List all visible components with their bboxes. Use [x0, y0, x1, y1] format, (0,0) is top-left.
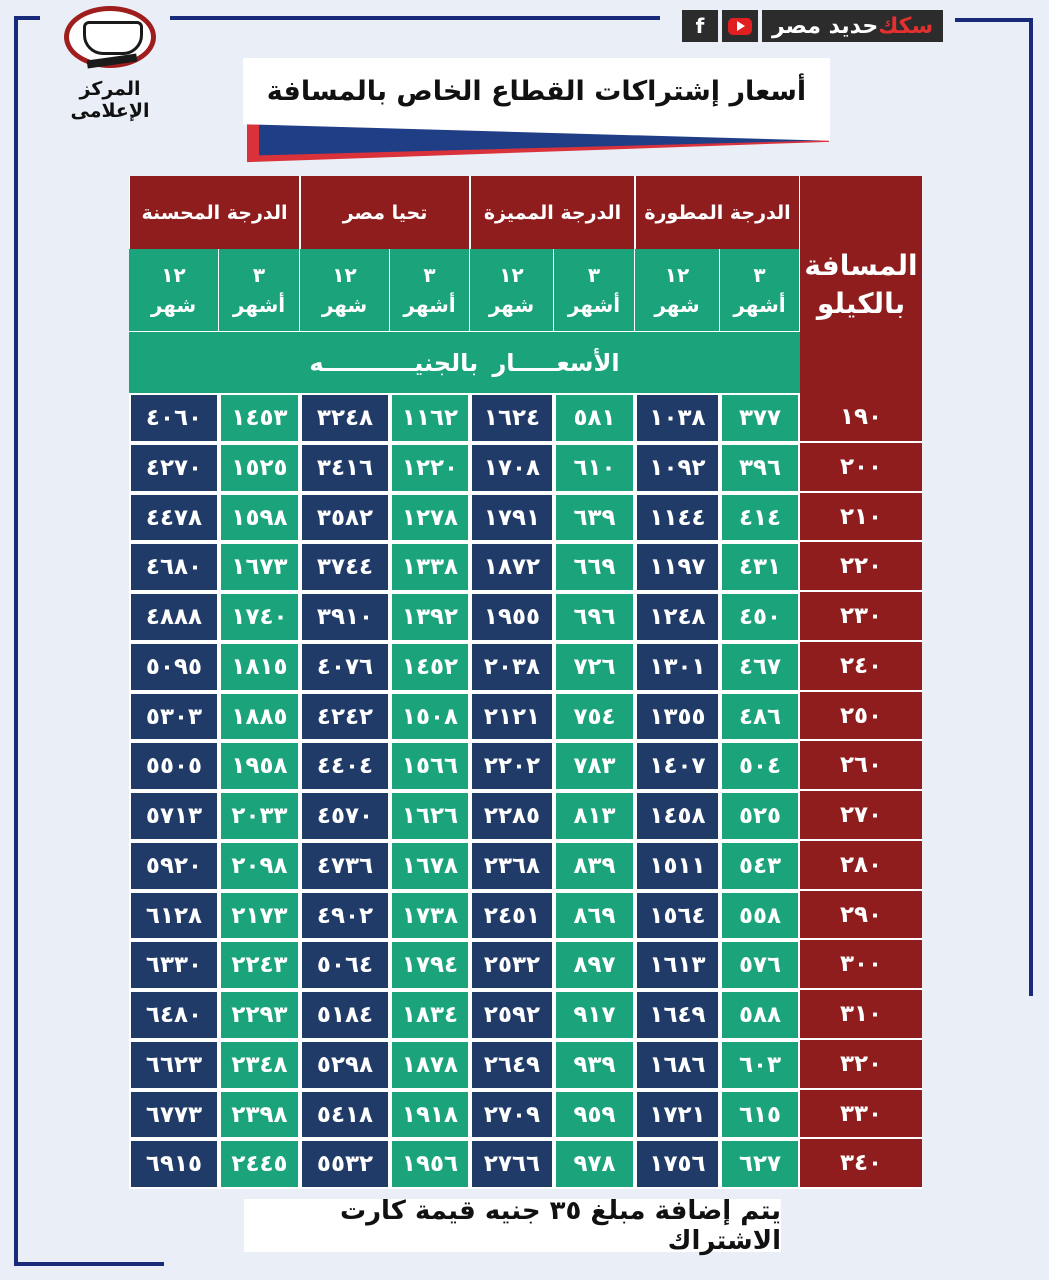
- railways-logo: [40, 6, 180, 122]
- card-fee-note: يتم إضافة مبلغ ٣٥ جنيه قيمة كارت الاشتراك: [244, 1199, 781, 1252]
- distance-cell: ٢٧٠: [800, 791, 922, 841]
- price-cell: ٤٢٤٢: [300, 692, 390, 741]
- price-cell: ٩١٧: [554, 990, 635, 1040]
- price-cell: ٨٩٧: [554, 940, 635, 990]
- price-cell: ٣٩١٠: [300, 592, 390, 642]
- price-cell: ١٩١٨: [390, 1090, 470, 1139]
- price-cell: ١١٦٢: [390, 393, 470, 443]
- price-cell: ٦٧٧٣: [129, 1090, 219, 1139]
- frame-bottom: [14, 1262, 164, 1266]
- price-cell: ٩٧٨: [554, 1139, 635, 1189]
- price-cell: ١٥٠٨: [390, 692, 470, 741]
- price-cell: ١٨٧٢: [470, 542, 554, 592]
- distance-cell: ٣٣٠: [800, 1090, 922, 1139]
- price-cell: ١٤٥٨: [635, 791, 720, 841]
- period-header: [554, 249, 635, 331]
- price-cell: ١٦٨٦: [635, 1040, 720, 1090]
- price-cell: ١٨٧٨: [390, 1040, 470, 1090]
- price-cell: ٥٩٢٠: [129, 841, 219, 891]
- price-cell: ٦٤٨٠: [129, 990, 219, 1040]
- brand-strip: [682, 10, 943, 42]
- price-cell: ١٨٨٥: [219, 692, 300, 741]
- price-cell: ٤٨٦: [720, 692, 800, 741]
- price-cell: ٤٦٧: [720, 642, 800, 692]
- period-unit: أشهر: [733, 293, 786, 317]
- period-number: ١٢: [332, 263, 357, 287]
- period-number: ٣: [423, 263, 436, 287]
- period-number: ١٢: [664, 263, 690, 287]
- price-cell: ١٧٣٨: [390, 891, 470, 940]
- price-cell: ١٥٦٤: [635, 891, 720, 940]
- price-cell: ٥٧١٣: [129, 791, 219, 841]
- period-header: [470, 249, 554, 331]
- price-cell: ٦٦٢٣: [129, 1040, 219, 1090]
- frame-top-right: [955, 18, 1033, 22]
- distance-cell: ٢٦٠: [800, 741, 922, 791]
- price-cell: ٢٢٨٥: [470, 791, 554, 841]
- price-cell: ٥٥٣٢: [300, 1139, 390, 1189]
- prices-label: الأسعـــــار بالجنيـــــــــــه: [129, 331, 800, 393]
- class-header-distinguished: الدرجة المميزة: [470, 176, 635, 249]
- price-cell: ١٣٣٨: [390, 542, 470, 592]
- price-cell: ١٨١٥: [219, 642, 300, 692]
- price-cell: ٦٩٦: [554, 592, 635, 642]
- price-cell: ١٧٤٠: [219, 592, 300, 642]
- price-cell: ٢٣٦٨: [470, 841, 554, 891]
- distance-cell: ١٩٠: [800, 393, 922, 443]
- period-unit: شهر: [150, 293, 197, 317]
- price-cell: ٥٠٩٥: [129, 642, 219, 692]
- price-cell: ٥٢٥: [720, 791, 800, 841]
- class-header-improved: الدرجة المحسنة: [129, 176, 300, 249]
- price-cell: ١٩٥٦: [390, 1139, 470, 1189]
- price-cell: ٤٠٧٦: [300, 642, 390, 692]
- price-cell: ٥٣٠٣: [129, 692, 219, 741]
- price-cell: ٦٢٧: [720, 1139, 800, 1189]
- media-center-caption: المركز الإعلامى: [70, 78, 150, 122]
- period-number: ٣: [252, 263, 266, 287]
- price-cell: ٤٧٣٦: [300, 841, 390, 891]
- price-cell: ١٧٢١: [635, 1090, 720, 1139]
- price-cell: ١٧٩٤: [390, 940, 470, 990]
- frame-top-mid: [170, 16, 660, 20]
- price-cell: ٩٥٩: [554, 1090, 635, 1139]
- price-cell: ٧٢٦: [554, 642, 635, 692]
- price-cell: ٤٩٠٢: [300, 891, 390, 940]
- brand-name: [762, 10, 943, 42]
- price-cell: ٢٣٤٨: [219, 1040, 300, 1090]
- price-cell: ١٠٩٢: [635, 443, 720, 493]
- price-cell: ١٣٠١: [635, 642, 720, 692]
- price-cell: ١٥٩٨: [219, 493, 300, 542]
- price-cell: ٢٧٠٩: [470, 1090, 554, 1139]
- brand-name-rest: حديد مصر: [772, 13, 879, 39]
- price-cell: ٥٠٦٤: [300, 940, 390, 990]
- price-cell: ١٢٤٨: [635, 592, 720, 642]
- period-unit: أشهر: [403, 293, 456, 317]
- price-cell: ٢٦٤٩: [470, 1040, 554, 1090]
- price-cell: ٢٢٤٣: [219, 940, 300, 990]
- distance-cell: ٣١٠: [800, 990, 922, 1040]
- price-cell: ٦٩١٥: [129, 1139, 219, 1189]
- price-cell: ٢٥٣٢: [470, 940, 554, 990]
- price-cell: ٢٢٠٢: [470, 741, 554, 791]
- period-unit: شهر: [654, 293, 700, 317]
- price-cell: ٢٠٩٨: [219, 841, 300, 891]
- period-number: ١٢: [161, 263, 186, 287]
- price-cell: ٣٧٧: [720, 393, 800, 443]
- price-cell: ٨٣٩: [554, 841, 635, 891]
- price-cell: ١٦٢٦: [390, 791, 470, 841]
- price-cell: ٥٤١٨: [300, 1090, 390, 1139]
- price-cell: ١٤٥٣: [219, 393, 300, 443]
- period-header: [720, 249, 800, 331]
- price-cell: ١٣٥٥: [635, 692, 720, 741]
- price-cell: ١٧٥٦: [635, 1139, 720, 1189]
- price-cell: ١٣٩٢: [390, 592, 470, 642]
- price-cell: ٢٠٣٣: [219, 791, 300, 841]
- price-cell: ١٦٤٩: [635, 990, 720, 1040]
- price-cell: ٥٧٦: [720, 940, 800, 990]
- distance-cell: ٢٩٠: [800, 891, 922, 940]
- price-cell: ٥٨١: [554, 393, 635, 443]
- frame-left: [14, 16, 18, 1266]
- price-cell: ٢٥٩٢: [470, 990, 554, 1040]
- period-number: ٣: [753, 263, 766, 287]
- price-cell: ٢١٧٣: [219, 891, 300, 940]
- price-cell: ٤٤٧٨: [129, 493, 219, 542]
- distance-cell: ٢٢٠: [800, 542, 922, 592]
- period-header: [300, 249, 390, 331]
- price-cell: ٣٢٤٨: [300, 393, 390, 443]
- price-cell: ١٩٥٥: [470, 592, 554, 642]
- price-cell: ٨١٣: [554, 791, 635, 841]
- price-cell: ٢٢٩٣: [219, 990, 300, 1040]
- price-cell: ٥٥٨: [720, 891, 800, 940]
- price-cell: ١٧٠٨: [470, 443, 554, 493]
- distance-cell: ٣٠٠: [800, 940, 922, 990]
- page-title: أسعار إشتراكات القطاع الخاص بالمسافة: [266, 76, 807, 107]
- distance-header: المسافة بالكيلو: [800, 176, 922, 393]
- period-header: [635, 249, 720, 331]
- youtube-icon[interactable]: [722, 10, 758, 42]
- price-cell: ٥٤٣: [720, 841, 800, 891]
- price-cell: ١٥٢٥: [219, 443, 300, 493]
- price-cell: ١٤٥٢: [390, 642, 470, 692]
- period-number: ١٢: [499, 263, 524, 287]
- price-cell: ٤٥٠: [720, 592, 800, 642]
- distance-cell: ٣٢٠: [800, 1040, 922, 1090]
- price-cell: ١٦٢٤: [470, 393, 554, 443]
- price-cell: ٦٦٩: [554, 542, 635, 592]
- price-cell: ٤٥٧٠: [300, 791, 390, 841]
- frame-right: [1029, 18, 1033, 996]
- price-cell: ٢٧٦٦: [470, 1139, 554, 1189]
- price-cell: ٦٠٣: [720, 1040, 800, 1090]
- price-cell: ٢١٢١: [470, 692, 554, 741]
- distance-cell: ٣٤٠: [800, 1139, 922, 1189]
- price-cell: ٦٣٣٠: [129, 940, 219, 990]
- price-cell: ٤٣١: [720, 542, 800, 592]
- price-cell: ٦١٥: [720, 1090, 800, 1139]
- price-cell: ١٦١٣: [635, 940, 720, 990]
- price-cell: ٩٣٩: [554, 1040, 635, 1090]
- price-cell: ٤٢٧٠: [129, 443, 219, 493]
- price-cell: ١٢٢٠: [390, 443, 470, 493]
- period-header: [129, 249, 219, 331]
- price-cell: ١٦٧٣: [219, 542, 300, 592]
- distance-cell: ٢٣٠: [800, 592, 922, 642]
- price-cell: ٦١٢٨: [129, 891, 219, 940]
- price-cell: ١٧٩١: [470, 493, 554, 542]
- price-cell: ٥١٨٤: [300, 990, 390, 1040]
- period-unit: أشهر: [567, 293, 621, 317]
- price-cell: ٢٤٤٥: [219, 1139, 300, 1189]
- price-cell: ١٥١١: [635, 841, 720, 891]
- prices-table: [129, 176, 922, 1189]
- period-unit: شهر: [488, 293, 535, 317]
- price-cell: ٧٨٣: [554, 741, 635, 791]
- distance-cell: ٢٥٠: [800, 692, 922, 741]
- class-header-modern: الدرجة المطورة: [635, 176, 800, 249]
- title-banner: [243, 58, 830, 162]
- price-cell: ٥٠٤: [720, 741, 800, 791]
- brand-name-accent: سكك: [878, 13, 934, 39]
- price-cell: ٤٤٠٤: [300, 741, 390, 791]
- price-cell: ٥٢٩٨: [300, 1040, 390, 1090]
- price-cell: ٢٤٥١: [470, 891, 554, 940]
- facebook-icon[interactable]: f: [682, 10, 718, 42]
- price-cell: ٨٦٩: [554, 891, 635, 940]
- period-unit: أشهر: [232, 293, 286, 317]
- period-header: [390, 249, 470, 331]
- price-cell: ١٦٧٨: [390, 841, 470, 891]
- price-cell: ٤٨٨٨: [129, 592, 219, 642]
- price-cell: ٤١٤: [720, 493, 800, 542]
- railways-seal-icon: [64, 6, 156, 68]
- price-cell: ١٢٧٨: [390, 493, 470, 542]
- price-cell: ١٥٦٦: [390, 741, 470, 791]
- period-number: ٣: [587, 263, 601, 287]
- price-cell: ١٨٣٤: [390, 990, 470, 1040]
- distance-cell: ٢٨٠: [800, 841, 922, 891]
- price-cell: ٣٤١٦: [300, 443, 390, 493]
- price-cell: ١٠٣٨: [635, 393, 720, 443]
- price-cell: ٥٨٨: [720, 990, 800, 1040]
- price-cell: ٣٥٨٢: [300, 493, 390, 542]
- price-cell: ٢٣٩٨: [219, 1090, 300, 1139]
- period-header: [219, 249, 300, 331]
- distance-cell: ٢٠٠: [800, 443, 922, 493]
- price-cell: ١٩٥٨: [219, 741, 300, 791]
- price-cell: ١١٩٧: [635, 542, 720, 592]
- price-cell: ٦١٠: [554, 443, 635, 493]
- price-cell: ٣٧٤٤: [300, 542, 390, 592]
- price-cell: ٢٠٣٨: [470, 642, 554, 692]
- period-unit: شهر: [321, 293, 368, 317]
- class-header-tahya-misr: تحيا مصر: [300, 176, 470, 249]
- price-cell: ٤٠٦٠: [129, 393, 219, 443]
- distance-cell: ٢١٠: [800, 493, 922, 542]
- price-cell: ٧٥٤: [554, 692, 635, 741]
- price-cell: ٣٩٦: [720, 443, 800, 493]
- price-cell: ٦٣٩: [554, 493, 635, 542]
- price-cell: ٥٥٠٥: [129, 741, 219, 791]
- price-cell: ١١٤٤: [635, 493, 720, 542]
- price-cell: ٤٦٨٠: [129, 542, 219, 592]
- price-cell: ١٤٠٧: [635, 741, 720, 791]
- distance-cell: ٢٤٠: [800, 642, 922, 692]
